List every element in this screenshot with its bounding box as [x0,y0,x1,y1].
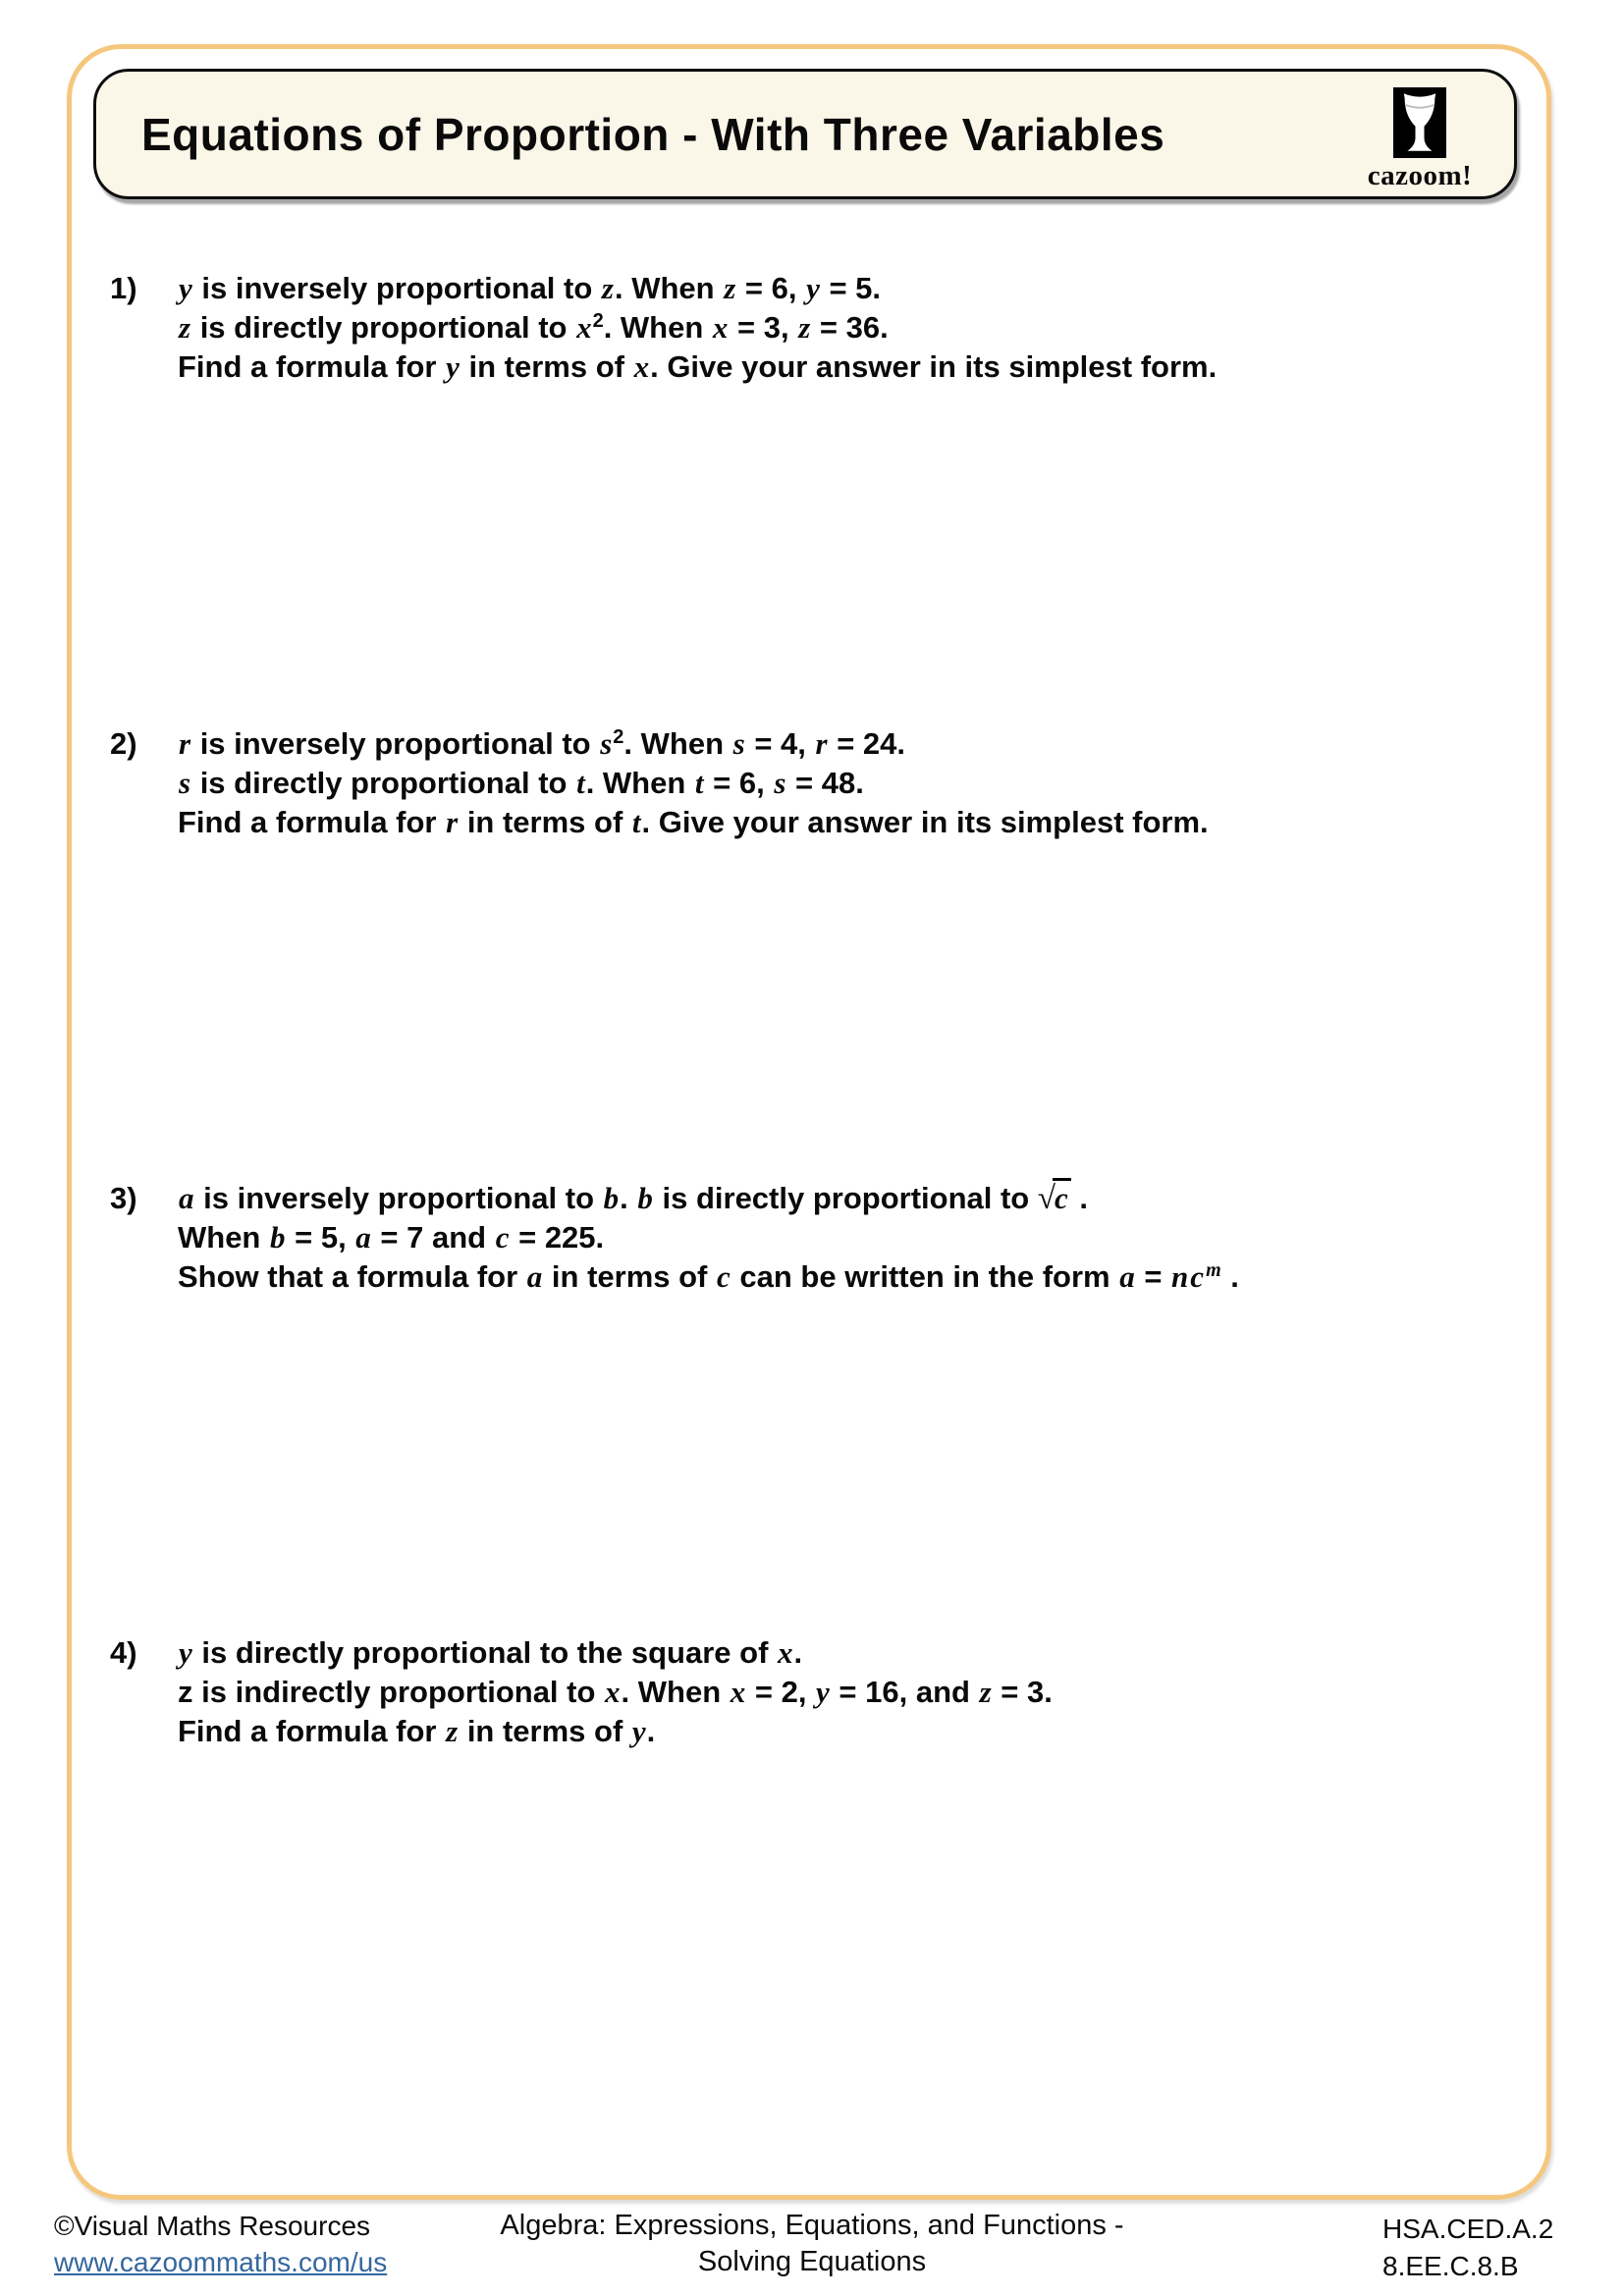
standard-code-1: HSA.CED.A.2 [1382,2214,1554,2244]
drum-icon [1393,87,1446,158]
problem-4 [110,1633,1524,1751]
page-title: Equations of Proportion - With Three Variables [141,108,1165,160]
problem-line: When b = 5, a = 7 and c = 225. [178,1220,605,1255]
problem-line: Find a formula for r in terms of t. Give your answer in its simplest form. [178,805,1209,839]
problem-line: r is inversely proportional to $s^2$. When s = 4, r = 24. [179,726,906,761]
footer-topic [321,2208,1303,2280]
problem-line: z is indirectly proportional to x. When x = 2, y = 16, and z = 3. [178,1675,1053,1709]
problem-line: z is directly proportional to $x^2$. When x = 3, z = 36. [179,310,889,345]
problem-3-text [178,1179,1239,1297]
problem-3 [110,1179,1524,1297]
problem-line: y is directly proportional to the square of x. [179,1635,803,1670]
problem-line: Find a formula for z in terms of y. [178,1714,656,1748]
title-banner [93,69,1517,199]
problem-3-number: 3) [110,1181,137,1215]
website-link[interactable]: www.cazoommaths.com/us [54,2247,388,2277]
problem-1-number: 1) [110,271,137,305]
problem-2-number: 2) [110,726,137,761]
standard-code-2: 8.EE.C.8.B [1382,2251,1519,2281]
problem-line: Show that a formula for a in terms of c can be written in the form a = nc $^m$ . [178,1259,1239,1294]
problem-line: s is directly proportional to t. When t = 6, s = 48. [179,766,864,800]
sqrt-expression: √c [1038,1181,1071,1215]
problem-line: Find a formula for y in terms of x. Give your answer in its simplest form. [178,349,1218,384]
problem-line: a is inversely proportional to b. b is directly proportional to √c . [178,1179,1239,1218]
copyright-text: ©Visual Maths Resources [54,2211,371,2241]
problem-4-number: 4) [110,1635,137,1670]
problem-line: y is inversely proportional to z. When z = 6, y = 5. [179,271,882,305]
footer-standards [1382,2211,1553,2285]
cazoom-logo [1351,87,1489,190]
problem-2-text [178,724,1209,842]
logo-wordmark: cazoom! [1367,160,1473,191]
problem-1-text [178,269,1217,387]
topic-line-2: Solving Equations [697,2246,927,2277]
problem-4-text [178,1633,1053,1751]
topic-line-1: Algebra: Expressions, Equations, and Functions - [500,2210,1124,2241]
problem-1 [110,269,1524,387]
problem-2 [110,724,1524,842]
